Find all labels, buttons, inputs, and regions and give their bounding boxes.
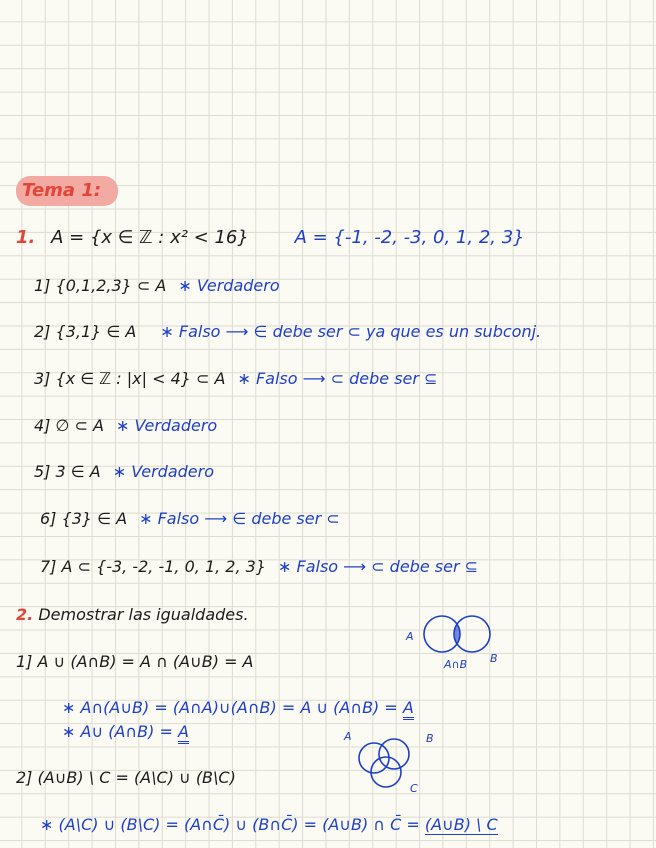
venn-circle-c <box>371 757 401 787</box>
venn-circle-b <box>379 739 409 769</box>
item-statement: 1] {0,1,2,3} ⊂ A <box>34 276 167 295</box>
set-enumeration: A = {-1, -2, -3, 0, 1, 2, 3} <box>294 227 525 248</box>
proof-1b <box>62 722 189 741</box>
item-statement: 2] {3,1} ∈ A <box>34 322 137 341</box>
item-answer: ∗ Verdadero <box>112 462 214 481</box>
venn-circle-a <box>359 743 389 773</box>
venn-label-c: C <box>410 782 418 795</box>
venn-label-a: A <box>344 730 352 743</box>
proof-2-result: (A∪B) \ C <box>424 815 498 834</box>
item-answer: ∗ Verdadero <box>178 276 280 295</box>
problem-2-title: Demostrar las igualdades. <box>38 605 249 624</box>
proof-1b-result: A <box>178 722 189 744</box>
item-6 <box>40 509 340 528</box>
proof-2 <box>40 815 498 834</box>
venn-label-b: B <box>490 652 498 665</box>
item-statement: 6] {3} ∈ A <box>40 509 128 528</box>
problem-number: 2. <box>16 605 34 624</box>
item-answer: ∗ Falso ⟶ ⊂ debe ser ⊆ <box>237 369 438 388</box>
item-statement: 4] ∅ ⊂ A <box>34 416 104 435</box>
venn-label-b: B <box>426 732 434 745</box>
venn-diagram-abc <box>338 724 448 794</box>
section-title: Tema 1: <box>22 180 102 201</box>
item-statement: 3] {x ∈ ℤ : |x| < 4} ⊂ A <box>34 369 226 388</box>
set-definition: A = {x ∈ ℤ : x² < 16} <box>51 227 249 248</box>
problem-number: 1. <box>16 227 36 248</box>
problem-2-header <box>16 605 249 624</box>
problem-1-header <box>16 227 525 248</box>
item-2 <box>34 322 541 341</box>
venn-diagram-ab <box>400 610 510 672</box>
proof-1a <box>62 698 414 717</box>
item-7 <box>40 557 478 576</box>
item-answer: ∗ Verdadero <box>115 416 218 435</box>
venn-label-intersection: A∩B <box>444 658 468 671</box>
proof-1b-text: ∗ A∪ (A∩B) = <box>62 722 173 741</box>
equality-2: 2] (A∪B) \ C = (A\C) ∪ (B\C) <box>16 768 236 787</box>
item-3 <box>34 369 437 388</box>
equality-1: 1] A ∪ (A∩B) = A ∩ (A∪B) = A <box>16 652 254 671</box>
item-answer: ∗ Falso ⟶ ∈ debe ser ⊂ ya que es un subconj. <box>160 322 542 341</box>
item-statement: 7] A ⊂ {-3, -2, -1, 0, 1, 2, 3} <box>40 557 266 576</box>
item-answer: ∗ Falso ⟶ ⊂ debe ser ⊆ <box>278 557 479 576</box>
item-statement: 5] 3 ∈ A <box>34 462 101 481</box>
item-5 <box>34 462 214 481</box>
item-4 <box>34 416 217 435</box>
item-1 <box>34 276 280 295</box>
item-answer: ∗ Falso ⟶ ∈ debe ser ⊂ <box>139 509 340 528</box>
proof-1a-result: A <box>403 698 414 720</box>
proof-2-text: ∗ (A\C) ∪ (B\C) = (A∩C̄) ∪ (B∩C̄) = (A∪B) ∩ C̄ = <box>40 815 420 834</box>
proof-1a-text: ∗ A∩(A∪B) = (A∩A)∪(A∩B) = A ∪ (A∩B) = <box>62 698 398 717</box>
venn-label-a: A <box>406 630 414 643</box>
